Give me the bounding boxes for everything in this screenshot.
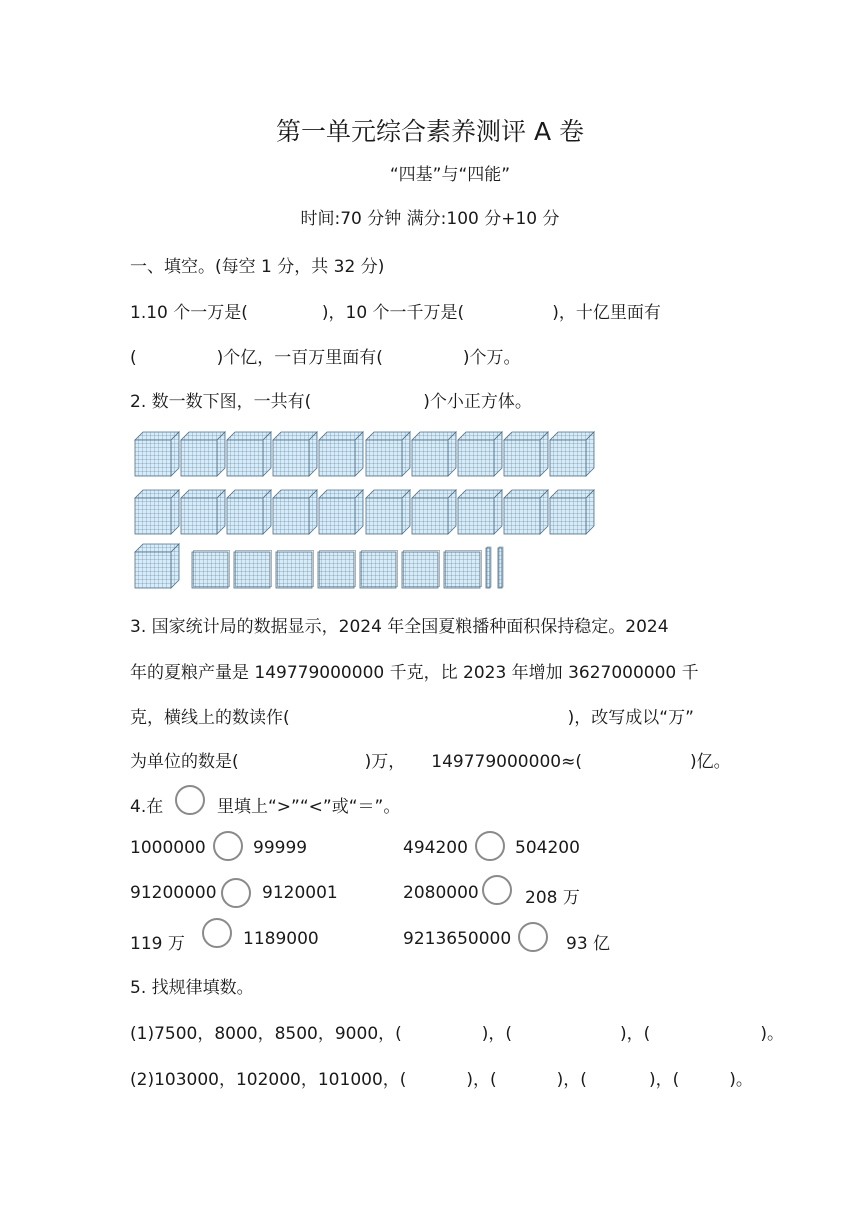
q4-row1-left-b: 99999 [253, 838, 308, 858]
q5-seq1-text-b: )，( [481, 1024, 513, 1044]
q4-row2-right-a: 2080000 [403, 883, 479, 903]
q4-row3-left-a: 119 万 [130, 934, 185, 954]
q3-text-3a: 克，横线上的数读作( [130, 708, 290, 728]
q3-text-4d: )亿。 [689, 752, 731, 772]
q3-text-4b: )万， [364, 752, 406, 772]
q4-row3-left-circle[interactable] [202, 918, 232, 948]
row-2-cubes [135, 490, 594, 534]
q3-text-3b: )，改写成以“万” [567, 708, 694, 728]
q1-text-d: ( [130, 348, 137, 368]
q5-seq2-text-c: )，( [556, 1070, 587, 1090]
q4-row3-right-a: 9213650000 [403, 929, 512, 949]
q3-text-4c: 149779000000≈( [431, 752, 582, 772]
row-3-blocks [135, 544, 503, 588]
q5-seq2-text-b: )，( [466, 1070, 497, 1090]
q4-row2-left-a: 91200000 [130, 883, 217, 903]
q4-row2-right-circle[interactable] [482, 875, 512, 905]
q1-text-a: 1.10 个一万是( [130, 303, 248, 323]
question-2 [130, 387, 532, 412]
question-5-seq-1 [130, 1019, 784, 1044]
q1-text-f: )个万。 [462, 348, 521, 368]
q5-seq2-text-d: )，( [648, 1070, 680, 1090]
q4-row2-left-b: 9120001 [262, 883, 338, 903]
q2-text-a: 2. 数一数下图，一共有( [130, 392, 312, 412]
q1-text-b: )，10 个一千万是( [321, 303, 465, 323]
question-1-line-2 [130, 343, 521, 368]
q2-text-b: )个小正方体。 [423, 392, 532, 412]
question-4-prompt-lead: 4.在 [130, 797, 164, 817]
q5-seq2-text-e: )。 [729, 1070, 753, 1090]
q4-row1-right-a: 494200 [403, 838, 468, 858]
q4-row1-left-circle[interactable] [213, 831, 243, 861]
time-info: 时间:70 分钟 满分:100 分+10 分 [300, 209, 560, 229]
question-5-title: 5. 找规律填数。 [130, 978, 254, 998]
q5-seq1-text-a: (1)7500，8000，8500，9000，( [130, 1024, 402, 1044]
q4-row2-left-circle[interactable] [221, 878, 251, 908]
q4-row1-right-b: 504200 [515, 838, 580, 858]
q4-row3-right-b: 93 亿 [566, 934, 611, 954]
q1-text-e: )个亿，一百万里面有( [216, 348, 383, 368]
cube-blocks-figure [130, 428, 610, 592]
question-4-prompt-rest: 里填上“>”“<”或“＝”。 [217, 797, 401, 817]
q4-row3-left-b: 1189000 [243, 929, 319, 949]
q5-seq1-text-d: )。 [760, 1024, 784, 1044]
q4-row1-right-circle[interactable] [475, 831, 505, 861]
exam-title: 第一单元综合素养测评 A 卷 [276, 117, 584, 146]
question-5-seq-2 [130, 1065, 753, 1090]
q5-seq1-text-c: )，( [620, 1024, 651, 1044]
example-circle [175, 785, 205, 815]
q4-row3-right-circle[interactable] [518, 922, 548, 952]
q4-row1-left-a: 1000000 [130, 838, 206, 858]
exam-subtitle: “四基”与“四能” [389, 165, 511, 185]
question-1-line-1 [130, 298, 661, 323]
section-heading: 一、填空。(每空 1 分，共 32 分) [130, 257, 385, 277]
q5-seq2-text-a: (2)103000，102000，101000，( [130, 1070, 407, 1090]
question-3-line-3 [130, 703, 694, 728]
q3-text-4a: 为单位的数是( [130, 752, 239, 772]
question-3-line-2: 年的夏粮产量是 149779000000 千克，比 2023 年增加 3627000000 千 [130, 663, 699, 683]
question-3-line-4 [130, 747, 731, 772]
q1-text-c: )，十亿里面有 [552, 303, 661, 323]
question-3-line-1: 3. 国家统计局的数据显示，2024 年全国夏粮播种面积保持稳定。2024 [130, 617, 669, 637]
q4-row2-right-b: 208 万 [525, 888, 580, 908]
row-1-cubes [135, 432, 594, 476]
